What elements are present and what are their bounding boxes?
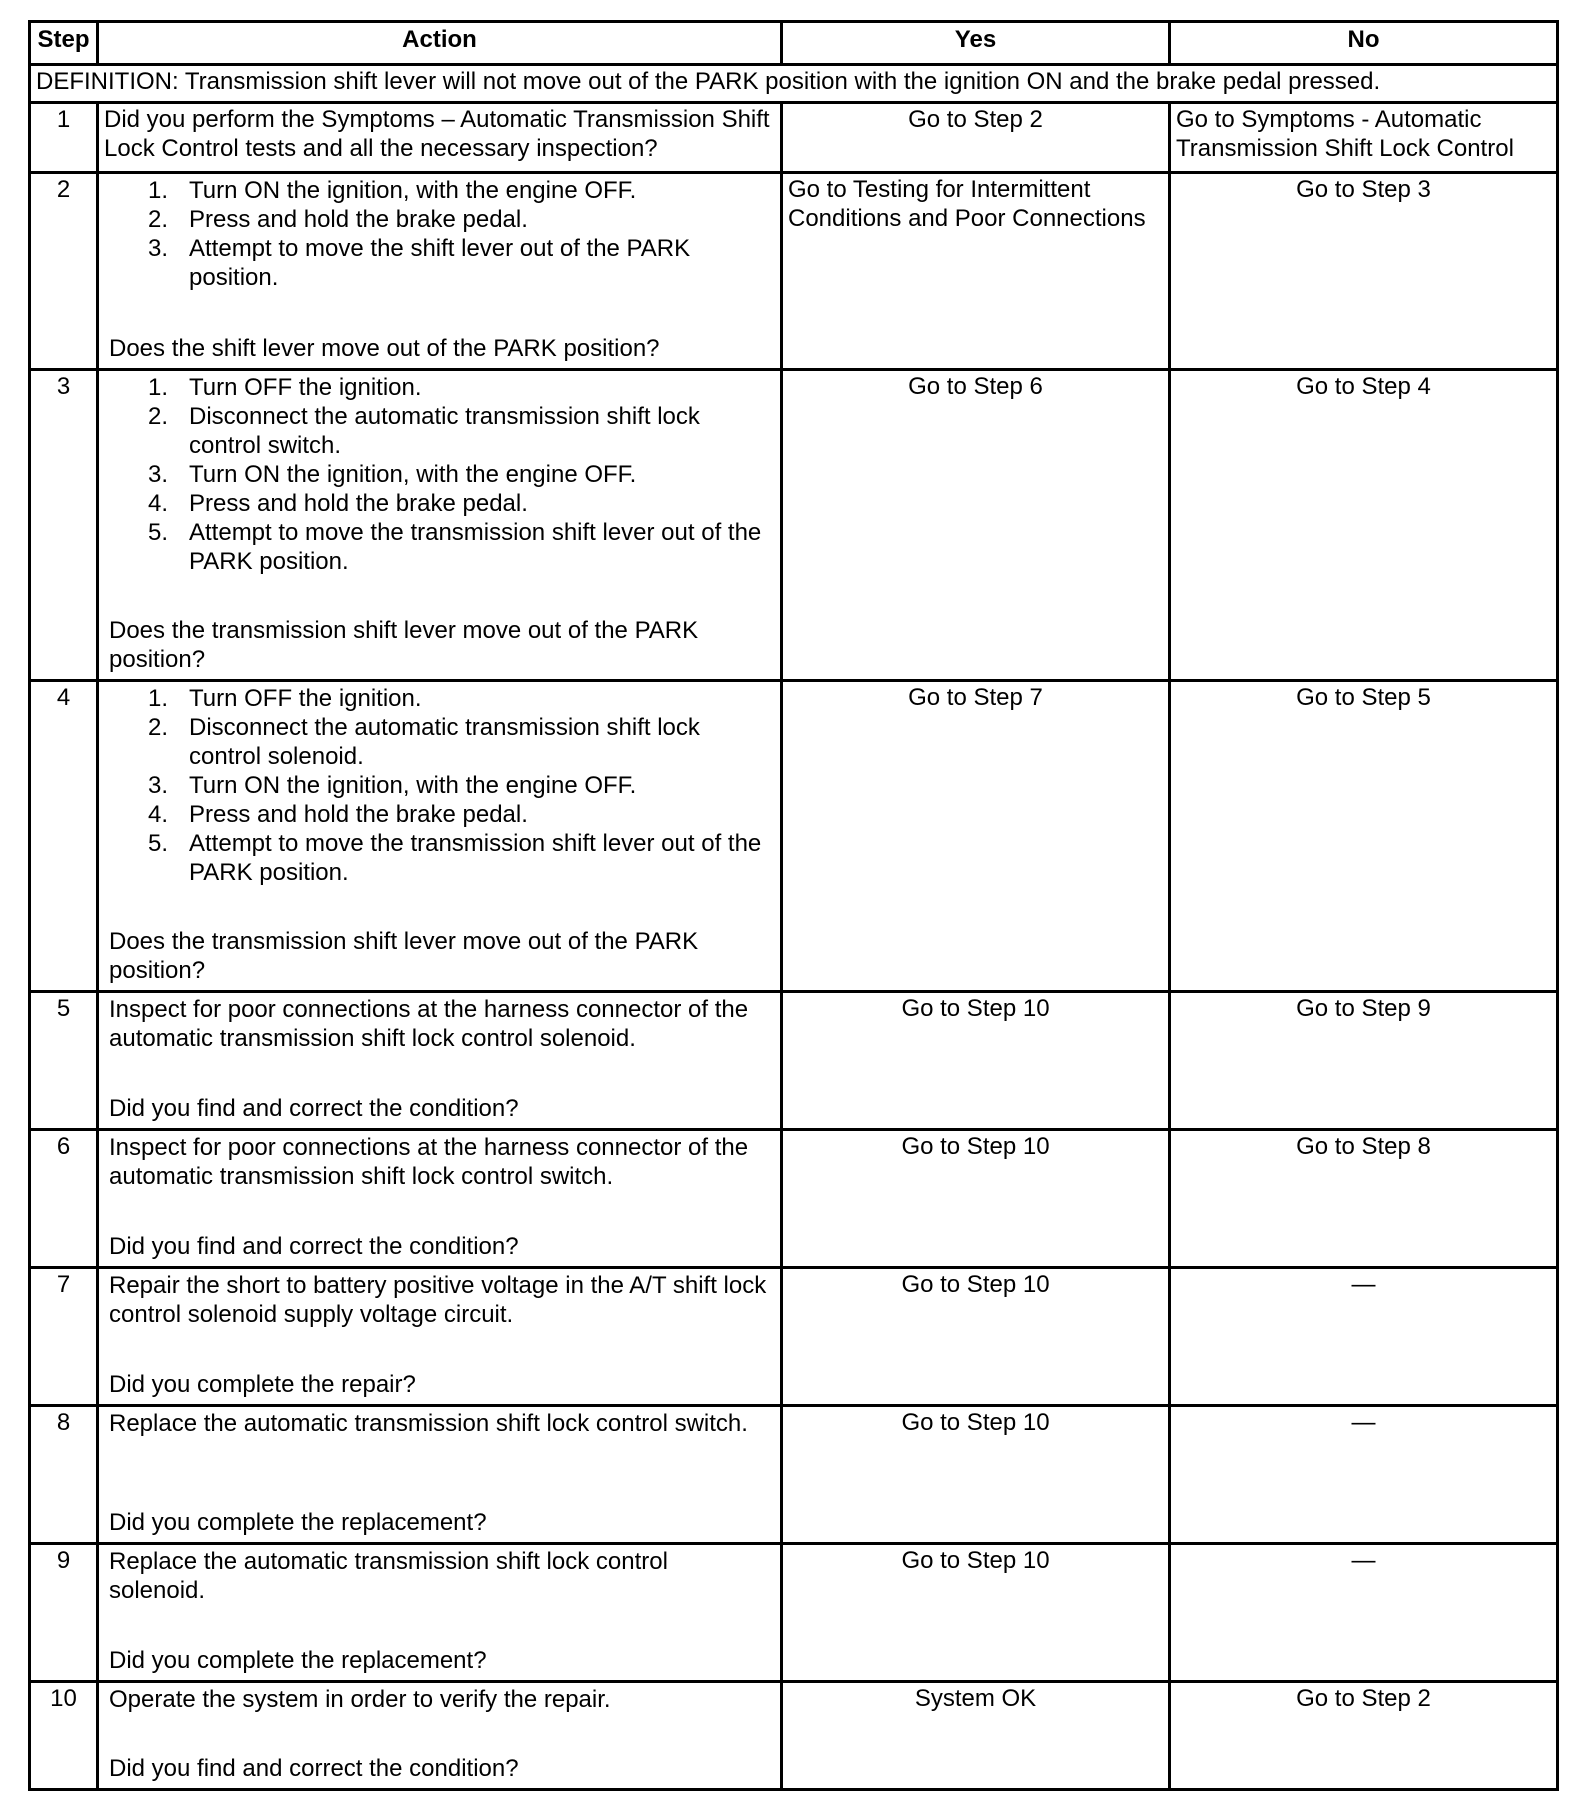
step-question: Did you complete the repair?	[109, 1371, 416, 1398]
step-yes-result: Go to Step 10	[782, 1544, 1170, 1682]
step-action	[98, 370, 782, 681]
step-no-result: Go to Step 9	[1170, 992, 1558, 1130]
step-instruction: Replace the automatic transmission shift lock control switch.	[109, 1410, 748, 1437]
step-no-result: Go to Step 2	[1170, 1682, 1558, 1790]
step-no-result: —	[1170, 1268, 1558, 1406]
step-yes-result: Go to Step 6	[782, 370, 1170, 681]
step-number: 2	[30, 173, 98, 370]
step-row-3	[30, 370, 1558, 681]
instruction-item: 5. Attempt to move the transmission shift lever out of the PARK position.	[147, 830, 762, 886]
step-action	[98, 1130, 782, 1268]
step-action	[98, 1406, 782, 1544]
instruction-item: 1. Turn OFF the ignition.	[147, 685, 422, 712]
header-row	[30, 22, 1558, 65]
step-no-result: Go to Step 3	[1170, 173, 1558, 370]
instruction-item: 4. Press and hold the brake pedal.	[147, 490, 528, 517]
step-no-result: —	[1170, 1406, 1558, 1544]
step-row-7	[30, 1268, 1558, 1406]
step-question: Does the transmission shift lever move out of the PARK position?	[109, 928, 699, 984]
header-step: Step	[30, 22, 98, 65]
instruction-item: 2. Disconnect the automatic transmission shift lock control solenoid.	[147, 714, 700, 770]
step-row-10	[30, 1682, 1558, 1790]
instruction-item: 2. Disconnect the automatic transmission shift lock control switch.	[147, 403, 700, 459]
step-instruction: Inspect for poor connections at the harness connector of the automatic transmission shift lock control switch.	[109, 1134, 749, 1190]
step-yes-result: Go to Step 10	[782, 1130, 1170, 1268]
step-action	[98, 1544, 782, 1682]
step-row-5	[30, 992, 1558, 1130]
step-row-1	[30, 103, 1558, 173]
step-yes-result: Go to Step 10	[782, 992, 1170, 1130]
instruction-item: 2. Press and hold the brake pedal.	[147, 206, 528, 233]
step-row-6	[30, 1130, 1558, 1268]
step-yes-result: Go to Testing for Intermittent Conditions and Poor Connections	[782, 173, 1170, 370]
instruction-item: 3. Turn ON the ignition, with the engine OFF.	[147, 772, 637, 799]
step-yes-result: Go to Step 2	[782, 103, 1170, 173]
step-row-8	[30, 1406, 1558, 1544]
step-no-result: Go to Step 8	[1170, 1130, 1558, 1268]
step-question: Does the transmission shift lever move out of the PARK position?	[109, 617, 699, 673]
step-yes-result: Go to Step 10	[782, 1406, 1170, 1544]
step-row-4	[30, 681, 1558, 992]
step-instruction: Operate the system in order to verify the repair.	[109, 1686, 611, 1713]
header-action: Action	[98, 22, 782, 65]
instruction-item: 5. Attempt to move the transmission shift lever out of the PARK position.	[147, 519, 762, 575]
header-yes: Yes	[782, 22, 1170, 65]
step-question: Did you find and correct the condition?	[109, 1095, 519, 1122]
definition-text: DEFINITION: Transmission shift lever will not move out of the PARK position with the ignition ON and the brake pedal pressed.	[30, 65, 1558, 103]
step-question: Did you complete the replacement?	[109, 1509, 487, 1536]
header-no: No	[1170, 22, 1558, 65]
step-number: 3	[30, 370, 98, 681]
step-yes-result: System OK	[782, 1682, 1170, 1790]
step-number: 4	[30, 681, 98, 992]
step-row-2	[30, 173, 1558, 370]
step-question: Did you perform the Symptoms – Automatic Transmission Shift Lock Control tests and all the necessary inspection?	[104, 106, 770, 162]
step-row-9	[30, 1544, 1558, 1682]
instruction-item: 1. Turn ON the ignition, with the engine OFF.	[147, 177, 637, 204]
step-no-result: —	[1170, 1544, 1558, 1682]
instruction-list	[109, 176, 770, 292]
step-number: 10	[30, 1682, 98, 1790]
diagnostic-table	[28, 20, 1559, 1791]
step-yes-result: Go to Step 7	[782, 681, 1170, 992]
step-number: 5	[30, 992, 98, 1130]
step-question: Did you find and correct the condition?	[109, 1755, 519, 1782]
step-question: Does the shift lever move out of the PARK position?	[109, 335, 660, 362]
step-action	[98, 992, 782, 1130]
instruction-item: 1. Turn OFF the ignition.	[147, 374, 422, 401]
step-action	[98, 681, 782, 992]
diagnostic-table-sheet	[28, 20, 1556, 1791]
step-number: 9	[30, 1544, 98, 1682]
instruction-item: 4. Press and hold the brake pedal.	[147, 801, 528, 828]
step-number: 1	[30, 103, 98, 173]
step-number: 8	[30, 1406, 98, 1544]
step-number: 7	[30, 1268, 98, 1406]
instruction-item: 3. Turn ON the ignition, with the engine OFF.	[147, 461, 637, 488]
step-instruction: Replace the automatic transmission shift lock control solenoid.	[109, 1548, 668, 1604]
instruction-list	[109, 684, 770, 887]
step-action	[98, 103, 782, 173]
definition-row	[30, 65, 1558, 103]
step-action	[98, 1268, 782, 1406]
step-number: 6	[30, 1130, 98, 1268]
step-no-result: Go to Symptoms - Automatic Transmission Shift Lock Control	[1170, 103, 1558, 173]
step-action	[98, 1682, 782, 1790]
step-yes-result: Go to Step 10	[782, 1268, 1170, 1406]
step-no-result: Go to Step 4	[1170, 370, 1558, 681]
step-instruction: Repair the short to battery positive voltage in the A/T shift lock control solenoid supply voltage circuit.	[109, 1272, 767, 1328]
instruction-list	[109, 373, 770, 576]
step-no-result: Go to Step 5	[1170, 681, 1558, 992]
step-action	[98, 173, 782, 370]
step-question: Did you complete the replacement?	[109, 1647, 487, 1674]
instruction-item: 3. Attempt to move the shift lever out of the PARK position.	[147, 235, 691, 291]
step-instruction: Inspect for poor connections at the harness connector of the automatic transmission shift lock control solenoid.	[109, 996, 749, 1052]
step-question: Did you find and correct the condition?	[109, 1233, 519, 1260]
